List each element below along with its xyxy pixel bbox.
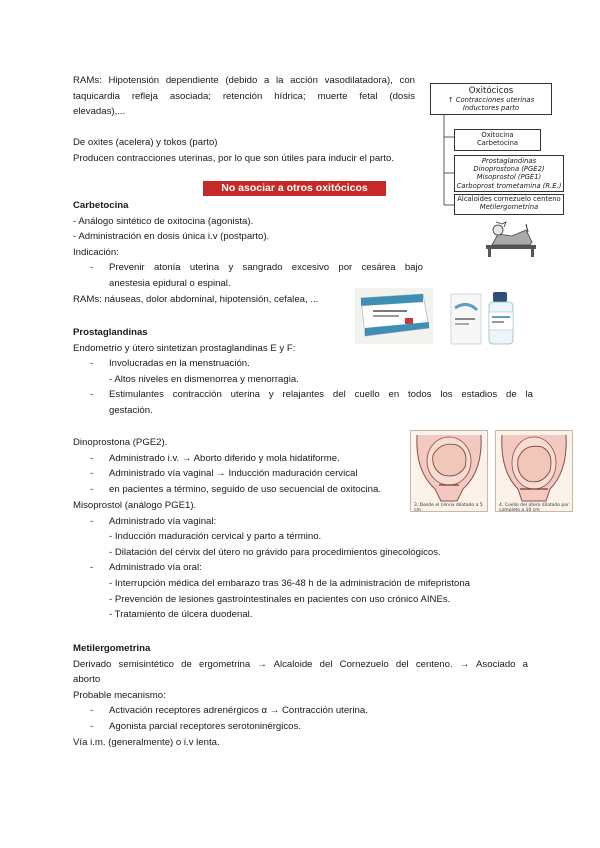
text-line: RAMs: Hipotensión dependiente (debido a la acción vasodilatadora), con — [73, 75, 415, 86]
list-item — [73, 387, 533, 418]
text-line: - Interrupción médica del embarazo tras 36-48 h de la administración de mifepristona — [109, 577, 471, 589]
section-heading: Carbetocina — [73, 200, 129, 211]
text-line: - Inducción maduración cervical y parto a término. — [109, 531, 322, 543]
bullet: - — [90, 262, 94, 274]
text-line: Derivado semisintético de ergometrina → Alcaloide del Cornezuelo del centeno. → Asociado a — [73, 658, 528, 670]
mindmap-line: Misoprostol (PGE1) — [476, 173, 542, 182]
text-line: - Análogo sintético de oxitocina (agonista). — [73, 215, 254, 227]
list-item — [73, 260, 423, 291]
bullet: - — [90, 720, 94, 732]
text-line: Agonista parcial receptores serotoninérgicos. — [109, 720, 301, 732]
list-item — [73, 514, 543, 561]
text-line: gestación. — [109, 404, 153, 416]
text-line: RAMs: náuseas, dolor abdominal, hipotensión, cefalea, ... — [73, 293, 319, 305]
mindmap-line: Carbetocina — [476, 139, 519, 148]
mindmap-line: Alcaloides cornezuelo centeno — [457, 195, 561, 203]
bullet: - — [90, 389, 94, 401]
text-line: Endometrio y útero sintetizan prostaglandinas E y F: — [73, 342, 296, 354]
text-line: Estimulantes contracción uterina y relajantes del cuello en todos los estadios de la — [109, 389, 533, 401]
section-heading: Misoprostol (análogo PGE1). — [73, 500, 197, 511]
text-line: aborto — [73, 674, 101, 686]
text-line: - Prevención de lesiones gastrointestinales en pacientes con uso crónico AINEs. — [109, 593, 451, 605]
text-line: - Tratamiento de úlcera duodenal. — [109, 609, 253, 621]
text-line: Administrado i.v. → Aborto diferido y mola hidatiforme. — [109, 452, 340, 464]
rams-paragraph — [73, 73, 415, 120]
bullet: - — [90, 468, 94, 480]
mindmap-line: Prostaglandinas — [481, 157, 537, 165]
list-item — [73, 466, 413, 482]
list-item — [73, 482, 413, 498]
list-item — [73, 356, 533, 387]
figure-caption: 3. Desde el cérvix dilatado a 5 cm — [414, 503, 483, 512]
text-line: Activación receptores adrenérgicos α → Contracción uterina. — [109, 705, 368, 717]
bullet: - — [90, 483, 94, 495]
mindmap-box-alcaloides — [454, 194, 564, 215]
mindmap-root-line: ↑ Contracciones uterinas — [447, 96, 535, 104]
list-item — [73, 560, 543, 622]
text-line: Producen contracciones uterinas, por lo que son útiles para inducir el parto. — [73, 152, 395, 164]
oxitocicos-intro — [73, 135, 433, 166]
metilergometrina-section — [73, 641, 528, 750]
text-line: De oxites (acelera) y tokos (parto) — [73, 137, 218, 148]
text-line: elevadas),... — [73, 106, 126, 118]
text-line: Probable mecanismo: — [73, 689, 166, 701]
mindmap-line: Oxitocina — [481, 131, 514, 139]
text-line: en pacientes a término, seguido de uso secuencial de oxitocina. — [109, 483, 381, 495]
prostaglandinas-section — [73, 325, 533, 419]
list-item — [73, 719, 528, 735]
bullet: - — [90, 515, 94, 527]
mindmap-line: Metilergometrina — [479, 203, 539, 212]
text-line: Vía i.m. (generalmente) o i.v lenta. — [73, 736, 220, 748]
text-line: - Dilatación del cérvix del útero no grávido para procedimientos ginecológicos. — [109, 546, 441, 558]
list-item — [73, 703, 528, 719]
section-heading: Dinoprostona (PGE2). — [73, 437, 168, 448]
text-line: Indicación: — [73, 246, 119, 258]
misoprostol-section — [73, 498, 543, 623]
mindmap-root — [430, 83, 552, 115]
section-heading: Prostaglandinas — [73, 327, 148, 338]
section-heading: Metilergometrina — [73, 643, 151, 654]
mindmap-root-line: Inductores parto — [462, 104, 520, 113]
figure-caption: 4. Cuello del útero dilatado por completo a 10 cm — [499, 503, 569, 512]
patient-in-bed-icon — [482, 218, 540, 258]
mindmap-line: Carboprost trometamina (R.E.) — [456, 181, 562, 190]
bullet: - — [90, 358, 94, 370]
bullet: - — [90, 452, 94, 464]
uterus-diagram-icon — [411, 431, 487, 503]
text-line: taquicardia refleja asociada; retención hídrica; muerte fetal (dosis — [73, 90, 415, 102]
mindmap-title: Oxitócicos — [468, 86, 514, 96]
warning-banner: No asociar a otros oxitócicos — [203, 181, 386, 196]
mindmap-box-oxitocina — [454, 129, 541, 151]
text-line: Prevenir atonía uterina y sangrado excesivo por cesárea bajo — [109, 262, 423, 274]
bullet: - — [90, 562, 94, 574]
text-line: - Altos niveles en dismenorrea y menorragia. — [109, 373, 299, 385]
mindmap-box-prostaglandinas — [454, 155, 564, 192]
dinoprostona-section — [73, 435, 413, 497]
text-line: anestesia epidural o espinal. — [109, 277, 231, 289]
text-line: Administrado vía oral: — [109, 562, 202, 574]
bullet: - — [90, 705, 94, 717]
text-line: Administrado vía vaginal: — [109, 515, 217, 527]
mindmap-line: Dinoprostona (PGE2) — [473, 165, 545, 174]
text-line: Administrado vía vaginal → Inducción maduración cervical — [109, 468, 358, 480]
text-line: - Administración en dosis única i.v (postparto). — [73, 231, 270, 243]
text-line: Involucradas en la menstruación. — [109, 358, 250, 370]
uterus-diagram-icon — [496, 431, 572, 503]
list-item — [73, 451, 413, 467]
